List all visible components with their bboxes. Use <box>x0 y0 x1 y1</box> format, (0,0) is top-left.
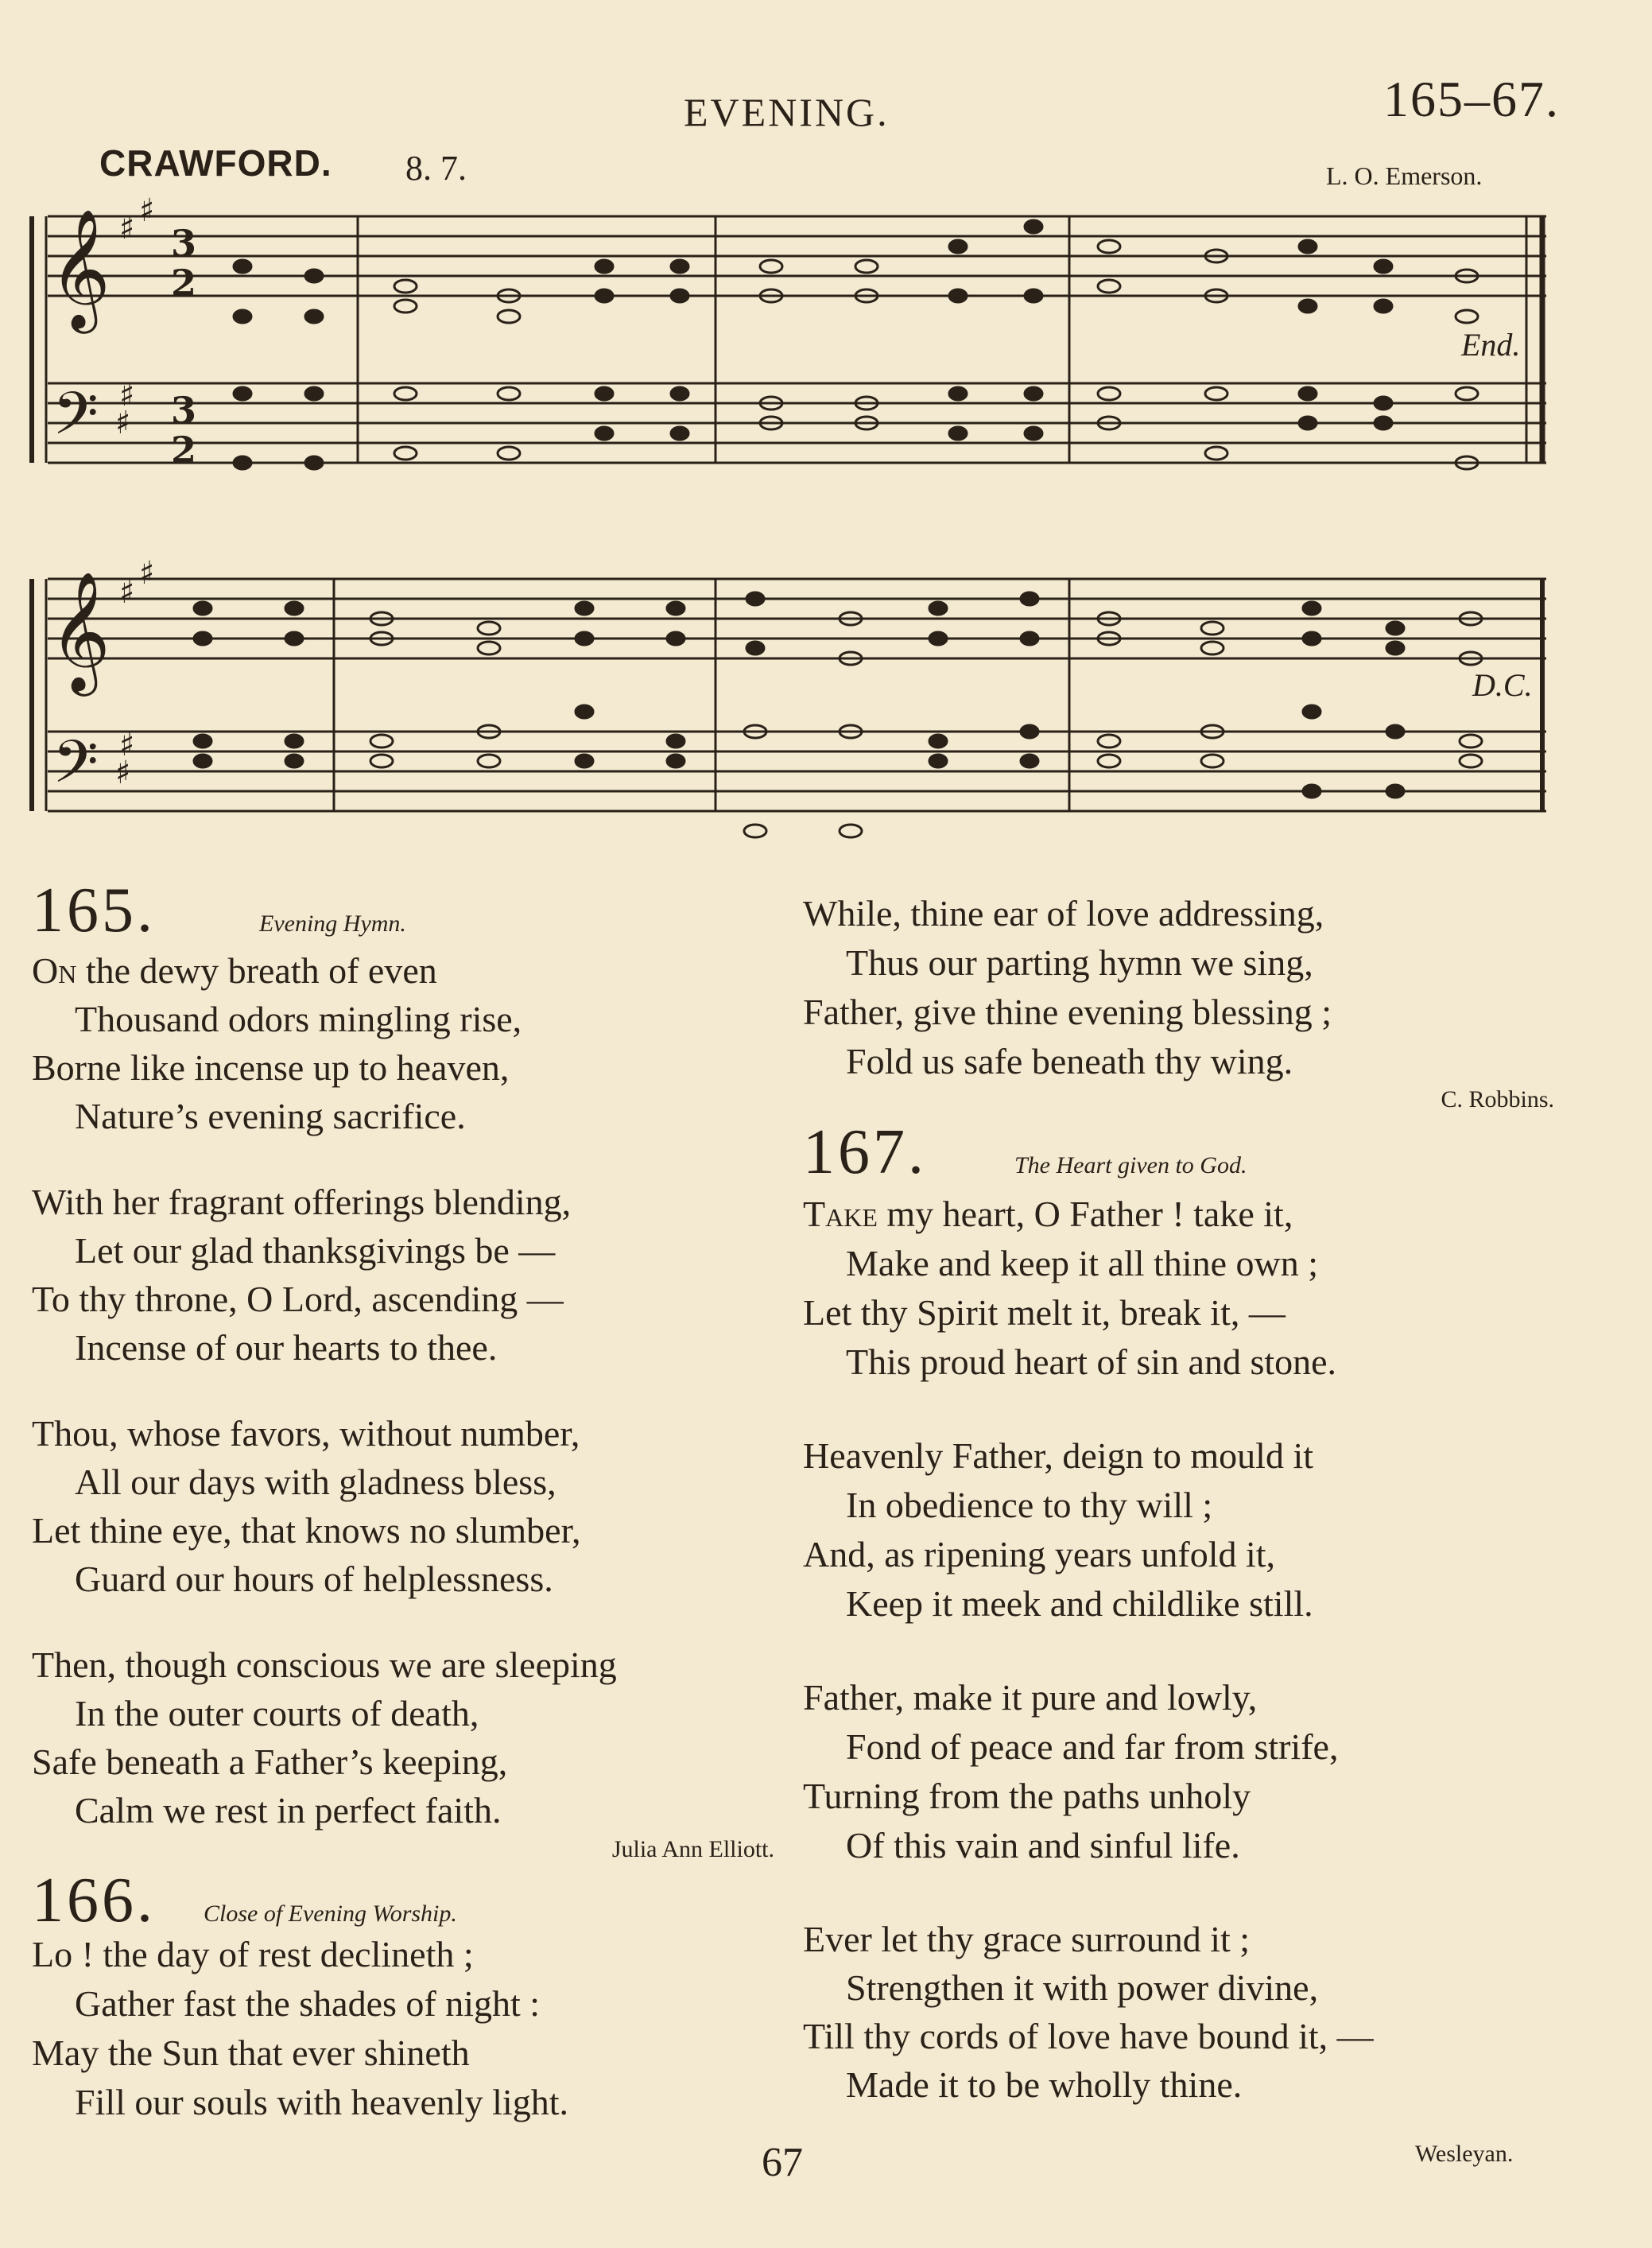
verse-line: Thou, whose favors, without number, <box>32 1413 580 1454</box>
stanza <box>803 1431 1598 1629</box>
treble-clef-icon: 𝄞 <box>49 570 111 691</box>
verse-line: Gather fast the shades of night : <box>75 1983 541 2024</box>
verse-line: Make and keep it all thine own ; <box>846 1243 1319 1283</box>
verse-line: Incense of our hearts to thee. <box>75 1327 498 1368</box>
stanza <box>32 946 779 1140</box>
verse-line: May the Sun that ever shineth <box>32 2033 470 2073</box>
svg-text:♯: ♯ <box>119 727 135 763</box>
verse-line: Nature’s evening sacrifice. <box>75 1096 466 1136</box>
verse-line: Keep it meek and childlike still. <box>846 1583 1313 1624</box>
verse-line: Thus our parting hymn we sing, <box>846 942 1313 983</box>
verse-line: Fill our souls with heavenly light. <box>75 2082 568 2122</box>
verse-line: Lo ! the day of rest declineth ; <box>32 1934 474 1974</box>
verse-line: To thy throne, O Lord, ascending — <box>32 1279 564 1319</box>
svg-text:♯: ♯ <box>119 210 135 247</box>
verse-line: All our days with gladness bless, <box>75 1462 556 1502</box>
hymn-number-range: 165–67. <box>1383 71 1560 127</box>
treble-staff-2 <box>48 579 1546 658</box>
verse-line: Made it to be wholly thine. <box>846 2064 1243 2105</box>
tune-name: CRAWFORD. <box>99 142 332 184</box>
verse-line: Ever let thy grace surround it ; <box>803 1919 1251 1959</box>
hymn-number: 167. <box>803 1117 927 1187</box>
hymn-number: 165. <box>32 876 156 945</box>
svg-text:3: 3 <box>171 389 197 432</box>
tune-composer: L. O. Emerson. <box>1326 161 1483 190</box>
verse-line: This proud heart of sin and stone. <box>846 1341 1337 1382</box>
hymn-167-heading <box>803 1116 1598 1190</box>
hymn-165-heading <box>32 875 779 946</box>
verse-line: Borne like incense up to heaven, <box>32 1047 510 1088</box>
verse-line: While, thine ear of love addressing, <box>803 893 1324 934</box>
hymn-number: 166. <box>32 1866 156 1935</box>
barlines-1 <box>358 216 1542 463</box>
hymn-title: Close of Evening Worship. <box>204 1901 457 1927</box>
stanza <box>803 1673 1598 1870</box>
stanza <box>32 1640 779 1835</box>
verse-line: Father, give thine evening blessing ; <box>803 992 1332 1032</box>
right-column <box>803 889 1598 2109</box>
treble-clef-icon: 𝄞 <box>49 208 111 328</box>
dc-marker: D.C. <box>1472 667 1533 703</box>
end-marker: End. <box>1461 327 1521 363</box>
stanza <box>32 1409 779 1603</box>
svg-text:♯: ♯ <box>139 555 155 592</box>
stanza <box>803 1190 1598 1387</box>
verse-line: Let thine eye, that knows no slumber, <box>32 1510 581 1551</box>
verse-line: Guard our hours of helplessness. <box>75 1559 553 1599</box>
page-number: 67 <box>762 2140 803 2185</box>
verse-line: Let thy Spirit melt it, break it, — <box>803 1292 1286 1333</box>
first-word: Take <box>803 1194 878 1234</box>
verse-line: Turning from the paths unholy <box>803 1776 1251 1816</box>
verse-line: Then, though conscious we are sleeping <box>32 1644 617 1685</box>
stanza <box>32 1930 779 2127</box>
section-title: EVENING. <box>684 90 890 134</box>
tune-meter: 8. 7. <box>405 149 467 188</box>
verse-line: On the dewy breath of even <box>32 950 437 991</box>
hymn-author: Wesleyan. <box>1415 2141 1514 2167</box>
svg-text:♯: ♯ <box>115 405 131 441</box>
left-column <box>32 875 779 2127</box>
hymn-title: Evening Hymn. <box>259 910 406 937</box>
svg-text:2: 2 <box>171 262 197 305</box>
svg-text:3: 3 <box>171 222 197 265</box>
verse-line: Of this vain and sinful life. <box>846 1825 1240 1866</box>
verse-line: In obedience to thy will ; <box>846 1485 1213 1525</box>
music-score <box>0 0 1652 843</box>
bass-clef-icon: 𝄢 <box>52 728 99 811</box>
verse-line: Father, make it pure and lowly, <box>803 1677 1258 1718</box>
verse-line: Till thy cords of love have bound it, — <box>803 2016 1374 2056</box>
bass-staff-1 <box>48 383 1546 463</box>
stanza <box>32 1178 779 1372</box>
svg-text:2: 2 <box>171 429 197 472</box>
verse-line: Heavenly Father, deign to mould it <box>803 1435 1314 1476</box>
verse-line: And, as ripening years unfold it, <box>803 1534 1276 1574</box>
verse-line: Safe beneath a Father’s keeping, <box>32 1741 508 1782</box>
verse-line: Thousand odors mingling rise, <box>75 999 522 1039</box>
verse-line: Let our glad thanksgivings be — <box>75 1230 556 1271</box>
bass-staff-2 <box>48 732 1546 811</box>
bass-clef-icon: 𝄢 <box>52 379 99 463</box>
first-word: On <box>32 950 77 991</box>
svg-text:♯: ♯ <box>119 574 135 611</box>
hymn-author: C. Robbins. <box>1441 1086 1554 1112</box>
stanza <box>803 1915 1598 2109</box>
verse-line: With her fragrant offerings blending, <box>32 1182 572 1222</box>
svg-text:♯: ♯ <box>139 192 155 229</box>
svg-text:♯: ♯ <box>115 755 131 791</box>
verse-line: Fold us safe beneath thy wing. <box>846 1041 1293 1081</box>
stanza <box>803 889 1598 1086</box>
verse-line: Calm we rest in perfect faith. <box>75 1790 502 1831</box>
hymn-title: The Heart given to God. <box>1014 1152 1247 1178</box>
hymn-author: Julia Ann Elliott. <box>611 1836 774 1862</box>
hymn-166-heading <box>32 1865 779 1935</box>
svg-text:♯: ♯ <box>119 377 135 413</box>
verse-line: Take my heart, O Father ! take it, <box>803 1194 1293 1234</box>
verse-line: Strengthen it with power divine, <box>846 1967 1319 2008</box>
verse-line: In the outer courts of death, <box>75 1693 479 1734</box>
verse-line: Fond of peace and far from strife, <box>846 1726 1339 1767</box>
treble-staff-1 <box>48 216 1546 296</box>
